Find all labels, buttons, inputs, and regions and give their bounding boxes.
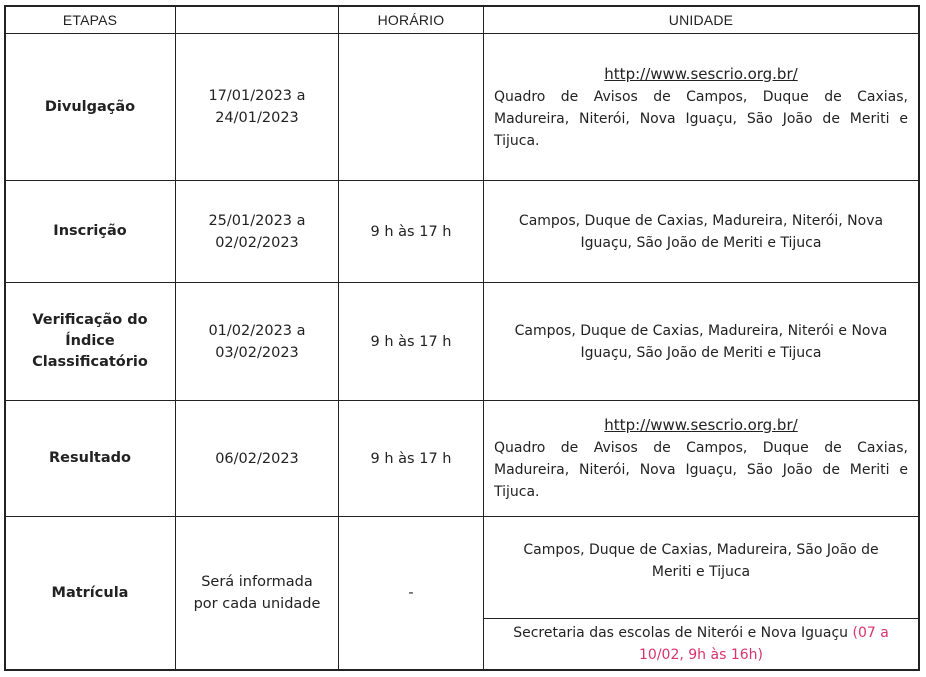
stage-label: Resultado [49,450,131,466]
website-link[interactable]: http://www.sescrio.org.br/ [604,64,798,83]
date-start: 01/02/2023 a [208,322,306,339]
stage-label-line1: Verificação do [32,312,148,328]
date-end: 24/01/2023 [215,110,299,126]
border-right [918,5,920,670]
date-line1: Será informada [201,574,313,590]
date-start: 17/01/2023 a [208,88,306,104]
time-value: - [408,585,414,601]
row-divulgacao-stage [5,34,175,180]
row-resultado-stage [5,401,175,516]
row-matricula-unit-2 [484,619,918,669]
unit-text: Campos, Duque de Caxias, Madureira, Niterói, Nova Iguaçu, São João de Meriti e Tijuca [518,212,884,251]
stage-label: Matrícula [51,584,129,601]
row-verificacao-time [339,283,483,400]
row-inscricao-time [339,181,483,282]
unit-text: Campos, Duque de Caxias, Madureira, São João de Meriti e Tijuca [523,542,879,580]
row-inscricao-unit [484,181,918,282]
row-resultado-time [339,401,483,516]
unit-text-main: Secretaria das escolas de Niterói e Nova Iguaçu [513,625,849,641]
date-line2: por cada unidade [193,596,321,612]
row-matricula-unit-1 [484,517,918,618]
website-link[interactable]: http://www.sescrio.org.br/ [604,416,798,434]
header-data [176,6,338,33]
unit-text: Quadro de Avisos de Campos, Duque de Caxias, Madureira, Niterói, Nova Iguaçu, São João de Meriti e Tijuca. [494,88,908,149]
unit-text-accent: (07 a 10/02, 9h às 16h) [639,625,889,663]
header-horario [339,6,483,33]
row-resultado-date [176,401,338,516]
row-matricula-date [176,517,338,669]
stage-label-line2: Índice [65,333,115,349]
border-bottom [4,669,920,671]
date-end: 02/02/2023 [215,234,299,251]
row-inscricao-stage [5,181,175,282]
header-etapas-label: ETAPAS [62,11,118,28]
row-inscricao-date [176,181,338,282]
date-end: 03/02/2023 [215,344,299,361]
date-start: 25/01/2023 a [208,212,306,229]
time-value: 9 h às 17 h [370,333,452,350]
date-value: 06/02/2023 [215,450,299,467]
row-resultado-unit [484,401,918,516]
header-unidade [484,6,918,33]
stage-label: Divulgação [44,98,136,115]
time-value: 9 h às 17 h [370,223,452,240]
row-matricula-time [339,517,483,669]
row-divulgacao-date [176,34,338,180]
row-verificacao-date [176,283,338,400]
row-verificacao-unit [484,283,918,400]
stage-label-line3: Classificatório [32,354,148,370]
header-horario-label: HORÁRIO [377,11,445,28]
row-verificacao-stage [5,283,175,400]
unit-text: Campos, Duque de Caxias, Madureira, Niterói e Nova Iguaçu, São João de Meriti e Tijuca [514,322,888,361]
row-divulgacao-time [339,34,483,180]
header-unidade-label: UNIDADE [668,11,734,28]
header-etapas [5,6,175,33]
unit-text: Quadro de Avisos de Campos, Duque de Caxias, Madureira, Niterói, Nova Iguaçu, São João de Meriti e Tijuca. [494,440,908,500]
stage-label: Inscrição [53,223,127,239]
time-value: 9 h às 17 h [370,450,452,467]
row-matricula-stage [5,517,175,669]
row-divulgacao-unit [484,34,918,180]
